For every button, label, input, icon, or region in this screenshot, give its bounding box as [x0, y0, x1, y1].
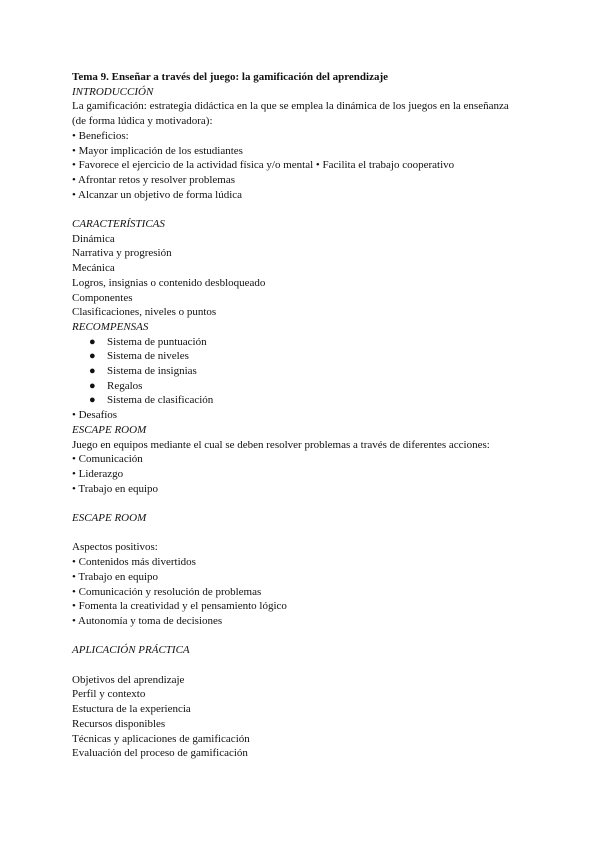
aspectos-item: • Trabajo en equipo: [72, 570, 159, 583]
intro-heading: INTRODUCCIÓN: [72, 85, 154, 98]
list-item: ● Sistema de puntuación: [89, 335, 207, 348]
caracteristicas-heading: CARACTERÍSTICAS: [72, 218, 165, 231]
caracteristicas-item: Clasificaciones, niveles o puntos: [72, 306, 217, 319]
intro-item: • Afrontar retos y resolver problemas: [72, 173, 235, 186]
aplicacion-item: Objetivos del aprendizaje: [72, 673, 185, 686]
intro-text: La gamificación: estrategia didáctica en la que se emplea la dinámica de los juegos en la enseñanza: [72, 100, 509, 113]
spacer: [72, 658, 542, 673]
spacer: [72, 526, 542, 541]
escape-room-item: • Liderazgo: [72, 467, 124, 480]
aplicacion-item: Estuctura de la experiencia: [72, 703, 191, 716]
aspectos-item: • Autonomía y toma de decisiones: [72, 614, 223, 627]
escape-room-heading: ESCAPE ROOM: [72, 423, 147, 436]
aplicacion-item: Perfil y contexto: [72, 688, 146, 701]
aplicacion-item: Técnicas y aplicaciones de gamificación: [72, 732, 250, 745]
bullet-icon: ●: [89, 350, 96, 363]
list-item: ● Sistema de insignias: [89, 365, 197, 378]
intro-item: • Beneficios:: [72, 129, 129, 142]
bullet-icon: ●: [89, 335, 96, 348]
recompensas-heading: RECOMPENSAS: [72, 320, 149, 333]
caracteristicas-item: Mecánica: [72, 262, 115, 275]
aspectos-item: • Fomenta la creatividad y el pensamiento lógico: [72, 600, 287, 613]
intro-item: • Mayor implicación de los estudiantes: [72, 144, 243, 157]
intro-item: • Alcanzar un objetivo de forma lúdica: [72, 188, 243, 201]
aplicacion-item: Evaluación del proceso de gamificación: [72, 747, 248, 760]
document-content: [72, 70, 542, 761]
document-title: Tema 9. Enseñar a través del juego: la gamificación del aprendizaje: [72, 71, 389, 83]
caracteristicas-item: Componentes: [72, 291, 133, 304]
aplicacion-heading: APLICACIÓN PRÁCTICA: [72, 644, 190, 657]
intro-text: (de forma lúdica y motivadora):: [72, 115, 213, 128]
aspectos-item: • Contenidos más divertidos: [72, 556, 196, 569]
aspectos-intro: Aspectos positivos:: [72, 541, 158, 554]
list-item: ● Regalos: [89, 379, 143, 392]
escape-room-text: Juego en equipos mediante el cual se deben resolver problemas a través de diferentes acciones:: [72, 438, 490, 451]
intro-item: • Favorece el ejercicio de la actividad física y/o mental • Facilita el trabajo cooperativo: [72, 159, 455, 172]
escape-room-heading-2: ESCAPE ROOM: [72, 512, 147, 525]
aplicacion-item: Recursos disponibles: [72, 717, 166, 730]
bullet-icon: ●: [89, 394, 96, 407]
recompensas-after: • Desafíos: [72, 409, 118, 422]
caracteristicas-item: Narrativa y progresión: [72, 247, 172, 260]
bullet-icon: ●: [89, 365, 96, 378]
spacer: [72, 629, 542, 644]
bullet-icon: ●: [89, 379, 96, 392]
caracteristicas-item: Logros, insignias o contenido desbloqueado: [72, 276, 266, 289]
escape-room-item: • Comunicación: [72, 453, 143, 466]
caracteristicas-item: Dinámica: [72, 232, 115, 245]
escape-room-item: • Trabajo en equipo: [72, 482, 159, 495]
recompensas-list: [72, 335, 542, 409]
list-item: ● Sistema de clasificación: [89, 394, 214, 407]
aspectos-item: • Comunicación y resolución de problemas: [72, 585, 262, 598]
spacer: [72, 202, 542, 217]
list-item: ● Sistema de niveles: [89, 350, 189, 363]
spacer: [72, 496, 542, 511]
